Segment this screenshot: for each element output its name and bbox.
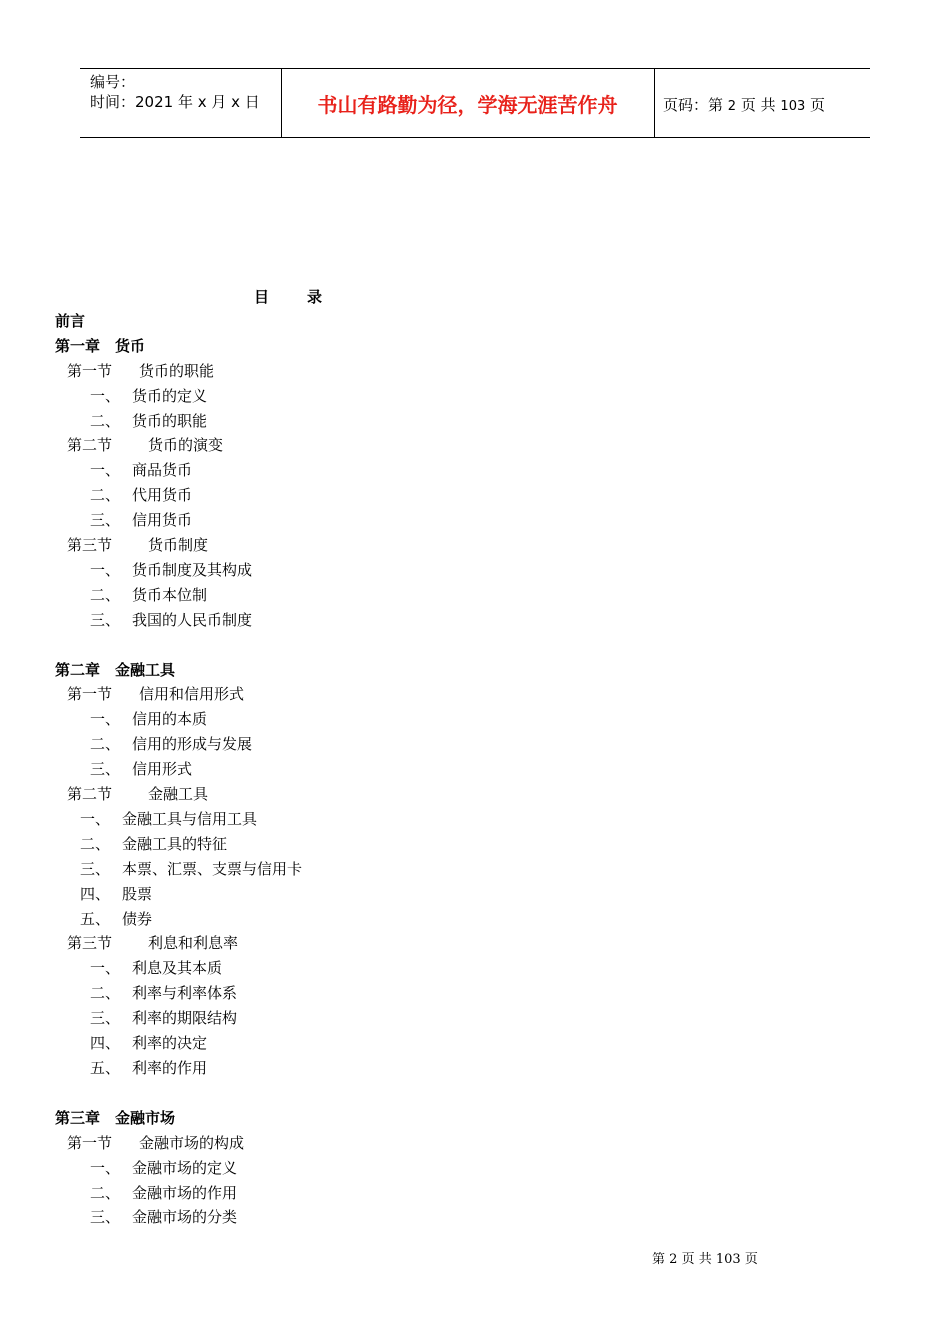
item-text: 货币的职能: [132, 412, 208, 430]
chapter-title: 金融工具: [115, 661, 176, 679]
item-number: 二、: [90, 735, 121, 753]
item-text: 利息及其本质: [132, 959, 223, 977]
chapter-title: 货币: [115, 337, 146, 355]
toc-item: [90, 1034, 207, 1052]
footer-suffix: 页: [744, 1252, 758, 1267]
toc-section: [67, 685, 244, 703]
toc-title-b: 录: [307, 288, 323, 306]
page-mid: 页 共: [740, 96, 776, 114]
item-text: 债券: [122, 910, 153, 928]
section-label: 第三节: [67, 934, 113, 952]
item-text: 金融市场的定义: [132, 1159, 238, 1177]
time-label: 时间：2021 年 x 月 x 日: [90, 93, 260, 111]
toc-item: [90, 760, 192, 778]
page-prefix: 页码：第: [663, 96, 724, 114]
section-label: 第一节: [67, 685, 113, 703]
item-number: 一、: [90, 461, 121, 479]
toc-item: [90, 412, 207, 430]
page-total: 103: [780, 99, 806, 114]
toc-item: [90, 735, 252, 753]
toc-section: [67, 785, 208, 803]
page-suffix: 页: [810, 96, 826, 114]
section-title: 金融市场的构成: [139, 1134, 245, 1152]
item-number: 三、: [90, 1009, 121, 1027]
toc-section: [67, 536, 208, 554]
item-text: 信用的本质: [132, 710, 208, 728]
number-label: 编号：: [90, 73, 136, 91]
item-text: 货币制度及其构成: [132, 561, 253, 579]
item-number: 三、: [80, 860, 111, 878]
toc-item: [90, 461, 192, 479]
toc-item: [90, 1009, 237, 1027]
item-number: 一、: [90, 561, 121, 579]
section-title: 货币的演变: [148, 436, 224, 454]
item-text: 利率的决定: [132, 1034, 208, 1052]
footer-mid: 页 共: [681, 1252, 712, 1267]
toc-item: [90, 959, 222, 977]
toc-section: [67, 362, 214, 380]
header-right-cell: [655, 69, 870, 137]
header-page-info: [663, 94, 825, 115]
preface-text: 前言: [55, 312, 86, 330]
toc-chapter: [55, 1109, 175, 1127]
item-text: 利率的期限结构: [132, 1009, 238, 1027]
toc-title: [254, 286, 322, 307]
toc-preface: [55, 312, 85, 330]
section-label: 第三节: [67, 536, 113, 554]
toc-item: [90, 511, 192, 529]
header-left-cell: [80, 69, 282, 137]
item-number: 二、: [90, 984, 121, 1002]
section-title: 货币的职能: [139, 362, 215, 380]
item-number: 二、: [90, 586, 121, 604]
item-text: 本票、汇票、支票与信用卡: [122, 860, 303, 878]
toc-section: [67, 934, 238, 952]
item-number: 一、: [90, 959, 121, 977]
item-number: 五、: [80, 910, 111, 928]
section-label: 第二节: [67, 785, 113, 803]
toc-item: [80, 835, 227, 853]
toc-item: [90, 1159, 237, 1177]
item-number: 二、: [90, 486, 121, 504]
item-text: 货币本位制: [132, 586, 208, 604]
section-label: 第一节: [67, 362, 113, 380]
footer-total: 103: [715, 1252, 741, 1267]
item-text: 利率与利率体系: [132, 984, 238, 1002]
page-header: [80, 68, 870, 138]
toc-item: [80, 885, 152, 903]
toc-section: [67, 1134, 244, 1152]
item-text: 利率的作用: [132, 1059, 208, 1077]
item-text: 商品货币: [132, 461, 193, 479]
footer-prefix: 第: [652, 1252, 666, 1267]
item-number: 三、: [90, 511, 121, 529]
section-label: 第一节: [67, 1134, 113, 1152]
chapter-label: 第三章: [55, 1109, 101, 1127]
section-title: 货币制度: [148, 536, 209, 554]
item-number: 一、: [90, 387, 121, 405]
item-text: 金融工具与信用工具: [122, 810, 258, 828]
item-number: 二、: [90, 412, 121, 430]
item-number: 三、: [90, 1208, 121, 1226]
item-text: 代用货币: [132, 486, 193, 504]
motto-text: 书山有路勤为径，学海无涯苦作舟: [317, 93, 618, 117]
toc-chapter: [55, 661, 175, 679]
item-text: 金融工具的特征: [122, 835, 228, 853]
item-text: 金融市场的作用: [132, 1184, 238, 1202]
item-text: 股票: [122, 885, 153, 903]
toc-item: [90, 1184, 237, 1202]
page-current: 2: [727, 99, 737, 114]
item-text: 信用货币: [132, 511, 193, 529]
chapter-label: 第一章: [55, 337, 101, 355]
toc-item: [90, 387, 207, 405]
item-text: 我国的人民币制度: [132, 611, 253, 629]
item-text: 货币的定义: [132, 387, 208, 405]
item-number: 三、: [90, 611, 121, 629]
header-middle-cell: [281, 69, 655, 137]
item-text: 信用的形成与发展: [132, 735, 253, 753]
toc-item: [90, 611, 252, 629]
item-number: 四、: [80, 885, 111, 903]
item-text: 信用形式: [132, 760, 193, 778]
section-title: 利息和利息率: [148, 934, 239, 952]
toc-item: [90, 1059, 207, 1077]
section-title: 金融工具: [148, 785, 209, 803]
toc-item: [90, 1208, 237, 1226]
item-number: 四、: [90, 1034, 121, 1052]
toc-item: [90, 486, 192, 504]
item-number: 一、: [90, 1159, 121, 1177]
toc-section: [67, 436, 223, 454]
item-number: 三、: [90, 760, 121, 778]
toc-chapter: [55, 337, 145, 355]
item-number: 二、: [80, 835, 111, 853]
toc-item: [80, 910, 152, 928]
item-number: 五、: [90, 1059, 121, 1077]
chapter-title: 金融市场: [115, 1109, 176, 1127]
toc-item: [90, 561, 252, 579]
footer-current: 2: [669, 1252, 678, 1267]
section-label: 第二节: [67, 436, 113, 454]
toc-title-a: 目: [254, 288, 270, 306]
toc-item: [90, 586, 207, 604]
item-number: 一、: [90, 710, 121, 728]
toc-item: [80, 860, 302, 878]
toc-item: [80, 810, 257, 828]
item-number: 二、: [90, 1184, 121, 1202]
item-number: 一、: [80, 810, 111, 828]
toc-item: [90, 984, 237, 1002]
page-footer: [652, 1248, 758, 1267]
chapter-label: 第二章: [55, 661, 101, 679]
item-text: 金融市场的分类: [132, 1208, 238, 1226]
toc-item: [90, 710, 207, 728]
section-title: 信用和信用形式: [139, 685, 245, 703]
